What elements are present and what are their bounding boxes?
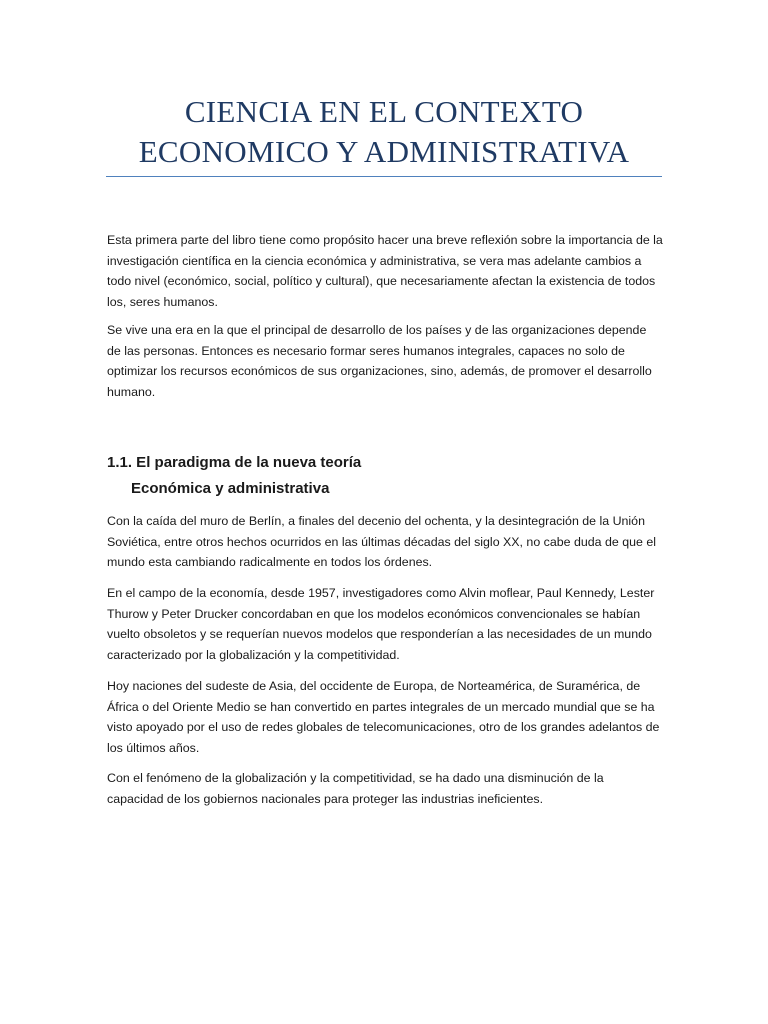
title-underline-rule [106, 176, 662, 177]
intro-paragraph-2: Se vive una era en la que el principal de desarrollo de los países y de las organizaciones depende de las personas. Entonces es necesario formar seres humanos integrales, capaces no solo de optimizar los recursos económicos de sus organizaciones, sino, además, de promover el desarrollo humano. [107, 323, 652, 399]
section-heading-line-1: 1.1. El paradigma de la nueva teoría [107, 454, 362, 471]
section-heading [107, 450, 663, 502]
section-paragraph-4: Con el fenómeno de la globalización y la competitividad, se ha dado una disminución de la capacidad de los gobiernos nacionales para proteger las industrias ineficientes. [107, 771, 604, 806]
title-line-2: ECONOMICO Y ADMINISTRATIVA [138, 134, 630, 169]
title-line-1: CIENCIA EN EL CONTEXTO [184, 94, 584, 129]
section-paragraph-3: Hoy naciones del sudeste de Asia, del occidente de Europa, de Norteamérica, de Suramérica, de África o del Oriente Medio se han convertido en partes integrales de un mercado mundial que se ha visto apoyado por el uso de redes globales de telecomunicaciones, otro de los grandes adelantos de los últimos años. [107, 679, 660, 755]
section-heading-line-2: Económica y administrativa [131, 480, 330, 497]
document-title [106, 92, 662, 172]
section-paragraph-2: En el campo de la economía, desde 1957, investigadores como Alvin moflear, Paul Kennedy, Lester Thurow y Peter Drucker concordaban en que los modelos económicos convencionales se habían vuelto obsoletos y se requerían nuevos modelos que responderían a las necesidades de un mundo caracterizado por la globalización y la competitividad. [107, 586, 655, 662]
intro-paragraph-1: Esta primera parte del libro tiene como propósito hacer una breve reflexión sobre la importancia de la investigación científica en la ciencia económica y administrativa, se vera mas adelante cambios a todo nivel (económico, social, político y cultural), que necesariamente afectan la existencia de todos los, seres humanos. [107, 233, 663, 309]
section-paragraph-1: Con la caída del muro de Berlín, a finales del decenio del ochenta, y la desintegración de la Unión Soviética, entre otros hechos ocurridos en las últimas décadas del siglo XX, no cabe duda de que el mundo esta cambiando radicalmente en todos los órdenes. [107, 514, 656, 569]
